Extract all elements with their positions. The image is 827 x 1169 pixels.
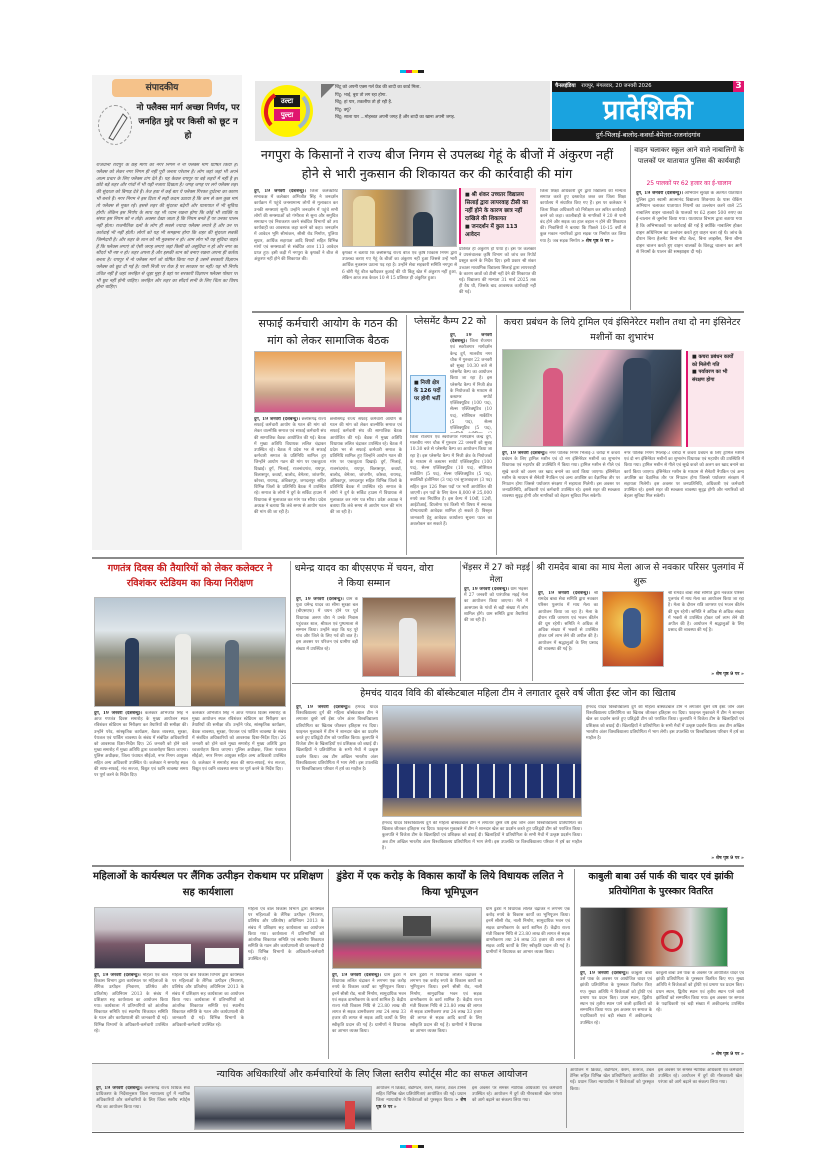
continued-link[interactable]: » शेष पृष्ठ 9 पर » [581, 238, 614, 244]
basketball-body-2: हेमचंद यादव विश्वविद्यालय दुर्ग की महिला बॉस्केटबाल टीम ने लगातार दूसरे वर्ष ईस्ट जोन अंतर विश्वविद्यालय प्रतियोगिता का खिताब जीतकर इतिहास रच दिया। फाइनल मुकाबले में टीम ने शानदार खेल का प्रदर्शन करते हुए प्रतिद्वंदी टीम को पराजित किया। कुलपति ने विजेता टीम के खिलाड़ियों एवं प्रशिक्षक को बधाई दी। खिलाड़ियों ने प्रतियोगिता के सभी मैचों में उत्कृष्ट प्रदर्शन किया। अब टीम अखिल भारतीय अंतर विश्वविद्यालय प्रतियोगिता में भाग लेगी। इस उपलब्धि पर विश्वविद्यालय परिवार में हर्ष का माहौल है। [382, 821, 582, 851]
byline: दुर्ग, 19 जनवरी (देशबन्धु)। [636, 191, 683, 196]
kabuli-photo [580, 907, 728, 967]
ramdev-photo [602, 591, 664, 667]
highlight-item: ■ श्री शंकर उच्चतर विद्यालय सिलाई द्वारा लापरवाह टीसी का नहीं होने के कारण छात्र नहीं दाखिले की शिकायत [465, 191, 532, 223]
joke-line: पिंटू: क्यूं? [335, 107, 351, 113]
safai-body-1 [254, 417, 326, 555]
republic-body-2: कलेक्टर अभिजीत सिंह ने आज गणतंत्र दिवस समारोह के मुख्य आयोजन स्थल रविशंकर स्टेडियम का निरीक्षण कर तैयारियों की समीक्षा की। उन्होंने परेड, सांस्कृतिक कार्यक्रम, बैठक व्यवस्था, सुरक्षा, पेयजल एवं पार्किंग व्यवस्था के संबंध में संबंधित अधिकारियों को आवश्यक दिशा-निर्देश दिए। 26 जनवरी को होने वाले मुख्य समारोह में मुख्य अतिथि द्वारा ध्वजारोहण किया जाएगा। पुलिस अधीक्षक, जिला पंचायत सीईओ, नगर निगम आयुक्त सहित अन्य अधिकारी उपस्थित थे। कलेक्टर ने समारोह स्थल की साफ-सफाई, मंच सज्जा, विद्युत एवं ध्वनि व्यवस्था समय पर पूर्ण करने के निर्देश दिए। [192, 711, 286, 772]
column-divider [460, 561, 461, 681]
byline: दुर्ग, 19 जनवरी (देशबन्धु)। [332, 973, 382, 978]
ulta-pulta-logo [261, 85, 313, 137]
byline: दुर्ग, 19 जनवरी (देशबन्धु)। [538, 591, 591, 596]
page-number: 3 [733, 81, 744, 92]
joke-text [335, 84, 545, 122]
byline: दुर्ग, 19 जनवरी (देशबन्धु)। [464, 587, 509, 592]
continued-link[interactable]: » शेष पृष्ठ 9 पर » [711, 672, 744, 677]
sports-headline: न्यायिक अधिकारियों और कर्मचारियों के लिए जिला स्तरीय स्पोर्ट्स मीट का सफल आयोजन [216, 1069, 528, 1080]
joke-line: चिंटू: हां यार, तकलीफ तो हो रही है. [335, 100, 393, 105]
lead-col-4 [540, 189, 626, 307]
bsf-body [296, 597, 358, 681]
byline: दुर्ग, 19 जनवरी (देशबन्धु)। [296, 597, 344, 602]
dundera-headline: डुंडेरा में एक करोड़ के विकास कार्यों के लिये विधायक ललित ने किया भूमिपूजन [336, 871, 564, 898]
kabuli-body-2: काबुली बाबा उर्स पाक के अवसर पर आयोजित चादर एवं झांकी प्रतियोगिता के पुरस्कार वितरित किए गए। मुख्य अतिथि ने विजेताओं को ट्रॉफी एवं प्रमाण पत्र प्रदान किए। प्रथम स्थान, द्वितीय स्थान एवं तृतीय स्थान पाने वाली झांकियों को सम्मानित किया गया। इस अवसर पर समाज के पदाधिकारी एवं बड़ी संख्या में अकीदतमंद उपस्थित रहे। [656, 971, 744, 1014]
safai-body-2: छत्तीसगढ़ राज्य सफाई कर्मचारी आयोग के गठन की मांग को लेकर वाल्मीकि समाज एवं सफाई कर्मचारी संघ की सामाजिक बैठक आयोजित की गई। बैठक में मुख्य अतिथि विधायक ललित चंद्राकर उपस्थित रहे। बैठक में प्रदेश भर से सफाई कर्मचारी समाज के प्रतिनिधि शामिल हुए जिन्होंने आयोग गठन की मांग पर एकजुटता दिखाई। दुर्ग, भिलाई, राजनांदगांव, रायपुर, बिलासपुर, कवर्धा, बालोद, बेमेतरा, जांजगीर, कोरबा, रायगढ़, अंबिकापुर, जगदलपुर सहित विभिन्न जिलों के प्रतिनिधि बैठक में उपस्थित रहे। समाज के लोगों ने दुर्ग के सर्किट हाउस में विधायक से मुलाकात कर मांग पत्र सौंपा। प्रदेश अध्यक्ष ने बताया कि लंबे समय से आयोग गठन की मांग की जा रही है। [330, 417, 402, 516]
highlight-item: ■ कचरा प्रबंधन कार्यों को मिलेगी गति [692, 354, 740, 369]
districts-bar: दुर्ग-भिलाई-बालोद-कवर्धा-बेमेतरा-राजनांदगांव [552, 129, 744, 141]
lead-col-3: प्रतिशत ही अंकुरण हो पाया है। इस पर कलेक्टर ने उपसंचालक कृषि विभाग को जांच कर रिपोर्ट प्रस्तुत करने के निर्देश दिए। इसी प्रकार श्री शंकर उच्चतर माध्यमिक विद्यालय सिलाई द्वारा लापरवाही के कारण छात्रों को टीसी नहीं देने की शिकायत की गई। विद्यालय की मान्यता 31 मार्च 2025 तक ही वैध थी, जिसके बाद आवश्यक कार्यवाही नहीं की गई। [459, 247, 536, 296]
byline: दुर्ग, 19 जनवरी (देशबन्धु)। [296, 705, 351, 710]
section-rule [92, 865, 744, 867]
lead-highlight-box [459, 188, 536, 244]
logo-top-text: उल्टा [274, 95, 300, 107]
women-body-2 [94, 973, 168, 1059]
section-rule [92, 557, 744, 559]
republic-headline: गणतंत्र दिवस की तैयारियों को लेकर कलेक्टर ने रविशंकर स्टेडियम का किया निरीक्षण [107, 563, 273, 589]
sports-body-3: इस अवसर पर समस्त न्यायिक अधिकारी एवं कर्मचारी उपस्थित रहे। आयोजन में दुर्ग की गौरवशाली खेल परंपरा को आगे बढ़ाने का संकल्प लिया गया। [472, 1086, 562, 1104]
basketball-headline: हेमचंद यादव विवि की बॉस्केटबाल महिला टीम ने लगातार दूसरे वर्ष जीता ईस्ट जोन का खिताब [360, 688, 676, 699]
byline: दुर्ग, 19 जनवरी (देशबन्धु)। [96, 1086, 143, 1091]
editorial-tab: संपादकीय [112, 79, 212, 97]
column-divider [406, 315, 407, 555]
dateline-bar [552, 81, 744, 92]
women-headline: महिलाओं के कार्यस्थल पर लैंगिक उत्पीड़न रोकथाम पर प्रशिक्षण सह कार्यशाला [92, 871, 323, 898]
kabuli-body-1 [580, 971, 652, 1059]
bsf-photo [362, 597, 456, 677]
continued-link[interactable]: » शेष पृष्ठ 9 पर » [376, 1098, 466, 1110]
waste-body-1 [502, 451, 620, 555]
section-rule [292, 683, 744, 684]
sports-body-2 [376, 1086, 466, 1130]
traffic-headline: वाहन चलाकर स्कूल आने वाले नाबालिगों के पालकों पर यातायात पुलिस की कार्यवाही [634, 146, 744, 165]
continued-link[interactable]: » शेष पृष्ठ 9 पर » [711, 856, 744, 861]
section-rule [252, 311, 744, 313]
sports-body-4: आयोजन में क्रिकेट, बैडमिंटन, कैरम, शतरंज, टेबल टेनिस सहित विभिन्न खेल प्रतियोगिताएं आयोजित की गईं। प्रधान जिला न्यायाधीश ने विजेताओं को पुरस्कृत किया। [570, 1068, 654, 1092]
lead-headline: नगपुरा के किसानों ने राज्य बीज निगम से उपलब्ध गेहूं के बीजों में अंकुरण नहीं होने से भारी नुकसान की शिकायत कर की कार्रवाही की मांग [260, 147, 614, 181]
basketball-text: हेमचंद यादव विश्वविद्यालय दुर्ग की महिला बॉस्केटबाल टीम ने लगातार दूसरे वर्ष ईस्ट जोन अंतर विश्वविद्यालय प्रतियोगिता का खिताब जीतकर इतिहास रच दिया। फाइनल मुकाबले में टीम ने शानदार खेल का प्रदर्शन करते हुए प्रतिद्वंदी टीम को पराजित किया। कुलपति ने विजेता टीम के खिलाड़ियों एवं प्रशिक्षक को बधाई दी। खिलाड़ियों ने प्रतियोगिता के सभी मैचों में उत्कृष्ट प्रदर्शन किया। अब टीम अखिल भारतीय अंतर विश्वविद्यालय प्रतियोगिता में भाग लेगी। इस उपलब्धि पर विश्वविद्यालय परिवार में हर्ष का माहौल है। [296, 705, 378, 773]
sports-section [92, 1063, 744, 1131]
masthead [552, 81, 744, 141]
lead-col-2: कृषकों ने बताया कि छत्तीसगढ़ राज्य बीज एवं कृषि विकास निगम द्वारा उपलब्ध कराए गए गेहूं के बीजों का अंकुरण नहीं हुआ जिससे उन्हें भारी आर्थिक नुकसान उठाना पड़ रहा है। उन्होंने सेवा सहकारी समिति नगपुरा से 6 बोरी गेहूं बीज खरीदकर बुआई की थी किंतु खेत में अंकुरण नहीं हुआ, लेकिन आज तक केवल 10 से 15 प्रतिशत ही अंकुरित हुआ। [342, 251, 457, 281]
waste-photo [502, 349, 682, 447]
column-divider [574, 869, 575, 1059]
kabuli-headline: काबुली बाबा उर्स पार्क की चादर एवं झांकी प्रतियोगिता के पुरस्कार वितरित [588, 871, 734, 897]
lead-photo [342, 189, 457, 247]
safai-text: छत्तीसगढ़ राज्य सफाई कर्मचारी आयोग के गठन की मांग को लेकर वाल्मीकि समाज एवं सफाई कर्मचारी संघ की सामाजिक बैठक आयोजित की गई। बैठक में मुख्य अतिथि विधायक ललित चंद्राकर उपस्थित रहे। बैठक में प्रदेश भर से सफाई कर्मचारी समाज के प्रतिनिधि शामिल हुए जिन्होंने आयोग गठन की मांग पर एकजुटता दिखाई। दुर्ग, भिलाई, राजनांदगांव, रायपुर, बिलासपुर, कवर्धा, बालोद, बेमेतरा, जांजगीर, कोरबा, रायगढ़, अंबिकापुर, जगदलपुर सहित विभिन्न जिलों के प्रतिनिधि बैठक में उपस्थित रहे। समाज के लोगों ने दुर्ग के सर्किट हाउस में विधायक से मुलाकात कर मांग पत्र सौंपा। प्रदेश अध्यक्ष ने बताया कि लंबे समय से आयोग गठन की मांग की जा रही है। [254, 417, 326, 516]
placement-callout: ■ निजी क्षेत्र के 126 पदों पर होगी भर्ती [410, 375, 446, 433]
byline: दुर्ग, 19 जनवरी (देशबन्धु)। [254, 189, 307, 194]
ramdev-text: श्री रामदेव बाबा सेवा समिति द्वारा नवकार परिसर पुलगांव में माघ मेला का आयोजन किया जा रहा है। मेला के दौरान रात्रि जागरण एवं भजन कीर्तन की धूम रहेगी। समिति ने अधिक से अधिक संख्या में भक्तों से उपस्थित होकर धर्म लाभ लेने की अपील की है। आयोजन में श्रद्धालुओं के लिए प्रसाद की व्यवस्था की गई है। [538, 591, 598, 652]
lead-col4-text: जिला शिक्षा अधिकारी दुर्ग द्वारा विद्यालय की मान्यता समाप्त करते हुए दस्तावेज़ जब्त कर जिला शिक्षा कार्यालय में संधारित किए गए हैं। इस पर कलेक्टर ने जिला शिक्षा अधिकारी को निरीक्षण कर त्वरित कार्यवाही करने को कहा। कालीबाड़ी के नागरिकों ने 20 से पानी बंद होने और सड़क का हाल बहाल न होने की शिकायत की। निवासियों ने बताया कि पिछले 10-15 वर्षों से कुछ मकान नागरिकों द्वारा सड़क पर निर्माण कर लिया गया है। जब सड़क निर्माण [540, 189, 626, 244]
byline: दुर्ग, 19 जनवरी (देशबन्धु)। [94, 973, 141, 978]
dundera-body-3: ग्राम डुंडेरा में विधायक ललित चंद्राकर ने लगभग एक करोड़ रुपये के विकास कार्यों का भूमिपूजन किया। इनमें सीसी रोड, नाली निर्माण, सामुदायिक भवन एवं सड़क डामरीकरण के कार्य शामिल हैं। केंद्रीय राज्य मंत्री विकास निधि से 23.80 लाख की लागत से सड़क डामरीकरण तथा 24 लाख 33 हजार की लागत से सड़क आदि कार्यों के लिए स्वीकृति प्रदान की गई है। ग्रामीणों ने विधायक का आभार व्यक्त किया। [410, 973, 482, 1034]
traffic-body [636, 191, 742, 309]
dateline: रायपुर, मंगलवार, 20 जनवरी 2026 [581, 83, 652, 89]
mela-body [464, 587, 528, 681]
safai-photo [254, 351, 402, 413]
continued-link[interactable]: » शेष पृष्ठ 9 पर » [711, 1052, 744, 1057]
byline: दुर्ग, 19 जनवरी (देशबन्धु)। [254, 417, 300, 422]
waste-headline: कचरा प्रबंधन के लिये ट्रामिल एवं इंसिनेरेटर मशीन तथा दो नग इंसिनेटर मशीनों का शुभारंभ [503, 317, 741, 343]
byline: दुर्ग, 19 जनवरी (देशबन्धु)। [450, 333, 492, 345]
ramdev-headline: श्री रामदेव बाबा का माघ मेला आज से नवकार परिसर पुलगांव में शुरू [536, 563, 744, 587]
waste-body-2: नगर पालिक निगम भिलाई-3 चरोदा में कचरा प्रबंधन के लिए ट्रामिल मशीन एवं दो नग इंसिनेरेटर मशीनों का शुभारंभ विधायक एवं महापौर की उपस्थिति में किया गया। ट्रामिल मशीन से गीले एवं सूखे कचरे को अलग कर खाद बनाने का कार्य किया जाएगा। इंसिनेरेटर मशीन के माध्यम से सैनेटरी नैपकिन एवं अन्य अपशिष्ट का वैज्ञानिक तौर पर निपटान होगा जिससे पर्यावरण संरक्षण में सहायता मिलेगी। इस अवसर पर जनप्रतिनिधि, अधिकारी एवं कर्मचारी उपस्थित रहे। इससे शहर की स्वच्छता व्यवस्था सुदृढ़ होगी और नागरिकों को बेहतर सुविधा मिल सकेगी। [624, 451, 744, 500]
column-divider [566, 1068, 567, 1128]
column-divider [328, 869, 329, 1059]
women-body-3: महिला एवं बाल विकास विभाग द्वारा कार्यस्थल पर महिलाओं के लैंगिक उत्पीड़न (निवारण, प्रतिषेध और प्रतितोष) अधिनियम 2013 के संबंध में प्रशिक्षण सह कार्यशाला का आयोजन किया गया। कार्यशाला में प्रतिभागियों को आंतरिक शिकायत समिति एवं स्थानीय शिकायत समिति के गठन और कार्यप्रणाली की जानकारी दी गई। विभिन्न विभागों के अधिकारी-कर्मचारी उपस्थित रहे। [172, 973, 244, 1028]
joke-line: पिंटू: भाई, बुरा तो लग रहा होगा. [335, 92, 387, 98]
basketball-body-3: हेमचंद यादव विश्वविद्यालय दुर्ग की महिला बॉस्केटबाल टीम ने लगातार दूसरे वर्ष ईस्ट जोन अंतर विश्वविद्यालय प्रतियोगिता का खिताब जीतकर इतिहास रच दिया। फाइनल मुकाबले में टीम ने शानदार खेल का प्रदर्शन करते हुए प्रतिद्वंदी टीम को पराजित किया। कुलपति ने विजेता टीम के खिलाड़ियों एवं प्रशिक्षक को बधाई दी। खिलाड़ियों ने प्रतियोगिता के सभी मैचों में उत्कृष्ट प्रदर्शन किया। अब टीम अखिल भारतीय अंतर विश्वविद्यालय प्रतियोगिता में भाग लेगी। इस उपलब्धि पर विश्वविद्यालय परिवार में हर्ष का माहौल है। [586, 705, 744, 742]
ramdev-body-1 [538, 591, 598, 681]
ramdev-body-2: श्री रामदेव बाबा सेवा समिति द्वारा नवकार परिसर पुलगांव में माघ मेला का आयोजन किया जा रहा है। मेला के दौरान रात्रि जागरण एवं भजन कीर्तन की धूम रहेगी। समिति ने अधिक से अधिक संख्या में भक्तों से उपस्थित होकर धर्म लाभ लेने की अपील की है। आयोजन में श्रद्धालुओं के लिए प्रसाद की व्यवस्था की गई है। [668, 591, 744, 634]
placement-headline: प्लेसमेंट कैम्प 22 को [413, 316, 487, 327]
republic-text: कलेक्टर अभिजीत सिंह ने आज गणतंत्र दिवस समारोह के मुख्य आयोजन स्थल रविशंकर स्टेडियम का निरीक्षण कर तैयारियों की समीक्षा की। उन्होंने परेड, सांस्कृतिक कार्यक्रम, बैठक व्यवस्था, सुरक्षा, पेयजल एवं पार्किंग व्यवस्था के संबंध में संबंधित अधिकारियों को आवश्यक दिशा-निर्देश दिए। 26 जनवरी को होने वाले मुख्य समारोह में मुख्य अतिथि द्वारा ध्वजारोहण किया जाएगा। पुलिस अधीक्षक, जिला पंचायत सीईओ, नगर निगम आयुक्त सहित अन्य अधिकारी उपस्थित थे। कलेक्टर ने समारोह स्थल की साफ-सफाई, मंच सज्जा, विद्युत एवं ध्वनि व्यवस्था समय पर पूर्ण करने के निर्देश दिए। [94, 711, 188, 779]
ulta-pulta-corner [321, 84, 335, 98]
placement-body [450, 333, 492, 433]
column-divider [496, 315, 497, 555]
editorial-headline: नो फ्लैक्स मार्ग अच्छा निर्णय, पर जनहित मुद्दे पर किसी को छूट न हो [136, 103, 240, 141]
sports-body-5: इस अवसर पर समस्त न्यायिक अधिकारी एवं कर्मचारी उपस्थित रहे। आयोजन में दुर्ग की गौरवशाली खेल परंपरा को आगे बढ़ाने का संकल्प लिया गया। [658, 1068, 742, 1086]
ulta-pulta-box [255, 81, 550, 141]
placement-text: जिला रोजगार एवं स्वरोजगार मार्गदर्शन केन्द्र दुर्ग, मालवीय नगर चौक में गुरुवार 22 जनवरी को सुबह 10.30 बजे से प्लेसमेंट कैम्प का आयोजन किया जा रहा है। इस प्लेसमेंट कैम्प में निजी क्षेत्र के नियोजकों के माध्यम से कस्टमर सपोर्ट एक्जिक्यूटिव (100 पद), सेल्स एक्जिक्यूटिव (10 पद), सोशियल मार्केटिंग (5 पद), सेल्स एक्जिक्यूटिव (5 पद), [450, 339, 492, 432]
traffic-subhead: 25 पालकों पर 62 हजार का ई-चालान [646, 180, 732, 187]
newspaper-page [92, 75, 744, 1110]
dundera-text: ग्राम डुंडेरा में विधायक ललित चंद्राकर ने लगभग एक करोड़ रुपये के विकास कार्यों का भूमिपूजन किया। इनमें सीसी रोड, नाली निर्माण, सामुदायिक भवन एवं सड़क डामरीकरण के कार्य शामिल हैं। केंद्रीय राज्य मंत्री विकास निधि से 23.80 लाख की लागत से सड़क डामरीकरण तथा 24 लाख 33 हजार की लागत से सड़क आदि कार्यों के लिए स्वीकृति प्रदान की गई है। ग्रामीणों ने विधायक का आभार व्यक्त किया। [332, 973, 406, 1034]
basketball-photo [382, 705, 582, 817]
joke-line: चिंटू को अपनी एक्स गर्ल फ्रेंड की शादी का कार्ड मिला. [335, 85, 421, 90]
bsf-headline: धमेन्द्र यादव का बीएसएफ में चयन, वोरा ने किया सम्मान [294, 563, 434, 589]
sports-text-2: आयोजन में क्रिकेट, बैडमिंटन, कैरम, शतरंज, टेबल टेनिस सहित विभिन्न खेल प्रतियोगिताएं आयोजित की गईं। प्रधान जिला न्यायाधीश ने विजेताओं को पुरस्कृत किया। [376, 1086, 466, 1104]
highlight-item: ■ जनदर्शन में कुल 113 आवेदन [465, 223, 532, 239]
pen-nib-icon [98, 105, 132, 145]
mela-headline: भेंड़सर में 27 को मड़ई मेला [462, 562, 530, 584]
women-photo [94, 907, 244, 969]
column-divider [630, 145, 631, 310]
column-divider [290, 561, 291, 861]
logo-bottom-text: पुल्टा [274, 109, 300, 121]
editorial-column [92, 75, 242, 550]
editorial-body: राजधानी रायपुर के छह मार्गों को नगर निगम ने नो फ्लैक्स मार्ग घोषित किया है। फ्लैक्स को लेकर नगर निगम ही नहीं पूरी जनता परेशान है। लोग जहां जहां भी अपने आत्म प्रचार के लिए फ्लैक्स टांग देते हैं। यह केवल रायपुर या बड़े शहरों में नहीं है हर छोटे बड़े शहर और गांवों में भी यही नजारा दिखता है। जगह जगह पर लगे फ्लैक्स शहर की सुंदरता को बिगाड़ देते हैं। तेज हवा में कई बार ये फ्लैक्स गिरकर दुर्घटना का कारण भी बनते हैं। नगर निगम ने इस दिशा में सही कदम उठाया है कि कम से कम कुछ मार्ग तो फ्लैक्स से मुक्त रहें। इससे शहर की सुंदरता बढ़ेगी और यातायात में भी सुविधा होगी। लेकिन इस निर्णय के साथ यह भी ध्यान रखना होगा कि कोई भी व्यक्ति या संस्था इस नियम को न तोड़े। अक्सर देखा जाता है कि नियम बनते हैं पर उनका पालन नहीं होता। राजनीतिक दलों के लोग ही सबसे ज्यादा फ्लैक्स लगाते हैं और उन पर कार्रवाई भी नहीं होती। लोगों को यह भी समझना होगा कि शहर की सुंदरता सबकी जिम्मेदारी है। और शहर के शान को भी नुकसान न हो। आम लोग भी यह सुविधा चाहते हैं कि फ्लैक्स लगाएं तो ऐसी जगह लगाएं जहां किसी को असुविधा न हो और नगर का सौंदर्य भी नष्ट न हो। शहर अपना है और इसकी शान को बनाए रखना अपना ही कर्तव्य बनता है। रायपुर में नो फ्लैक्स मार्ग जो घोषित किया गया है उसमें सरकारी विज्ञापन फ्लैक्स को छूट दी गई है। यानी निजी पर रोक है पर सरकार पर नहीं। यह भी निर्णय उचित नहीं है जहां जनहित से जुड़ा मुद्दा है वहां पर सरकारी विज्ञापन फ्लैक्स पोस्टर पर भी छूट नहीं होनी चाहिए। जनहित और शहर का सौंदर्य सभी के लिए चिंता का विषय होना चाहिए। [96, 163, 238, 291]
republic-photo [94, 597, 286, 707]
section-rule [92, 1132, 744, 1133]
dundera-photo [332, 907, 482, 969]
circular-arrows-icon [261, 85, 313, 137]
waste-highlight-box [686, 351, 744, 447]
column-divider [532, 561, 533, 681]
mela-text: ग्राम भेंड़सर में 27 जनवरी को पारंपरिक मड़ई मेला का आयोजन किया जाएगा। मेले में आसपास के गांवों से बड़ी संख्या में लोग शामिल होंगे। ग्राम समिति द्वारा तैयारियां की जा रही हैं। [464, 587, 528, 624]
lead-col1-text: जिला कलेक्टोरेट सभाकक्ष में कलेक्टर अभिजीत सिंह ने जनदर्शन कार्यक्रम में पहुंचे जनसामान्य लोगों से मुलाकात कर उनकी समस्याएं सुनीं। उन्होंने जनदर्शन में पहुंचे सभी लोगों की समस्याओं को गंभीरता से सुना और समुचित समाधान एवं निराकरण करने संबंधित विभागों को तय कार्यवाही का आवश्यक कहा करने को कहा। जनदर्शन में आवेदन भूमि सीमांकन, सीसी रोड निर्माण, पुलिया सुधार, आर्थिक सहायता आदि विषयों सहित विभिन्न मांगों एवं समस्याओं से संबंधित आज 113 आवेदन प्राप्त हुए। इसी कड़ी में नगपुरा के कृषकों ने बीज से अंकुरण नहीं होने की शिकायत की। [254, 189, 338, 263]
women-body-1: महिला एवं बाल विकास विभाग द्वारा कार्यस्थल पर महिलाओं के लैंगिक उत्पीड़न (निवारण, प्रतिषेध और प्रतितोष) अधिनियम 2013 के संबंध में प्रशिक्षण सह कार्यशाला का आयोजन किया गया। कार्यशाला में प्रतिभागियों को आंतरिक शिकायत समिति एवं स्थानीय शिकायत समिति के गठन और कार्यप्रणाली की जानकारी दी गई। विभिन्न विभागों के अधिकारी-कर्मचारी उपस्थित रहे। [248, 907, 324, 962]
section-title: प्रादेशिकी [552, 92, 744, 129]
dundera-body-2 [332, 973, 406, 1059]
sports-photo [194, 1086, 372, 1130]
joke-line: चिंटू: साला यार ...मोहब्बत अपनी जगह है और शादी का खाना अपनी जगह. [335, 115, 456, 120]
paper-name: चैनलइंडिया [555, 83, 576, 89]
traffic-text: अभियान सुरक्षा के अंतर्गत यातायात पुलिस द्वारा स्वामी आत्मानंद विद्यालय शिवनाथ के पास चेकिंग अभियान चलाकर यातायात नियमों का उल्लंघन करने वाले 25 नाबालिग वाहन चालकों के पालकों पर 62 हजार 500 रुपए का ई-चालान से जुर्माना किया गया। यातायात विभाग द्वारा बताया गया है कि अभिभावकों पर कार्रवाई की गई है क्योंकि नाबालिग होकर वाहन अधिनियम का उल्लंघन करते हुए वाहन चला रहे थे। जांच के दौरान बिना हेलमेट बिना सीट बेल्ट, बिना लाइसेंस, बिना बीमा वाहन चालन करते हुए वाहन चालकों के विरुद्ध चालान कर आगे से नियमों के पालन की समझाइश दी गई। [636, 191, 742, 256]
dundera-body-1: ग्राम डुंडेरा में विधायक ललित चंद्राकर ने लगभग एक करोड़ रुपये के विकास कार्यों का भूमिपूजन किया। इनमें सीसी रोड, नाली निर्माण, सामुदायिक भवन एवं सड़क डामरीकरण के कार्य शामिल हैं। केंद्रीय राज्य मंत्री विकास निधि से 23.80 लाख की लागत से सड़क डामरीकरण तथा 24 लाख 33 हजार की लागत से सड़क आदि कार्यों के लिए स्वीकृति प्रदान की गई है। ग्रामीणों ने विधायक का आभार व्यक्त किया। [486, 907, 570, 956]
cmyk-color-bar [400, 1145, 424, 1148]
cmyk-top-bar [400, 70, 424, 73]
women-text: महिला एवं बाल विकास विभाग द्वारा कार्यस्थल पर महिलाओं के लैंगिक उत्पीड़न (निवारण, प्रतिषेध और प्रतितोष) अधिनियम 2013 के संबंध में प्रशिक्षण सह कार्यशाला का आयोजन किया गया। कार्यशाला में प्रतिभागियों को आंतरिक शिकायत समिति एवं स्थानीय शिकायत समिति के गठन और कार्यप्रणाली की जानकारी दी गई। विभिन्न विभागों के अधिकारी-कर्मचारी उपस्थित रहे। [94, 973, 168, 1034]
waste-text: नगर पालिक निगम भिलाई-3 चरोदा में कचरा प्रबंधन के लिए ट्रामिल मशीन एवं दो नग इंसिनेरेटर मशीनों का शुभारंभ विधायक एवं महापौर की उपस्थिति में किया गया। ट्रामिल मशीन से गीले एवं सूखे कचरे को अलग कर खाद बनाने का कार्य किया जाएगा। इंसिनेरेटर मशीन के माध्यम से सैनेटरी नैपकिन एवं अन्य अपशिष्ट का वैज्ञानिक तौर पर निपटान होगा जिससे पर्यावरण संरक्षण में सहायता मिलेगी। इस अवसर पर जनप्रतिनिधि, अधिकारी एवं कर्मचारी उपस्थित रहे। इससे शहर की स्वच्छता व्यवस्था सुदृढ़ होगी और नागरिकों को बेहतर सुविधा मिल सकेगी। [502, 451, 620, 500]
byline: दुर्ग, 19 जनवरी (देशबन्धु)। [502, 451, 548, 456]
byline: दुर्ग, 19 जनवरी (देशबन्धु)। [94, 711, 143, 716]
safai-headline: सफाई कर्मचारी आयोग के गठन की मांग को लेकर सामाजिक बैठक [258, 317, 398, 347]
lead-col-1 [254, 189, 338, 307]
highlight-item: ■ पर्यावरण का भी संरक्षण होगा [692, 369, 740, 384]
placement-body-2: जिला रोजगार एवं स्वरोजगार मार्गदर्शन केन्द्र दुर्ग, मालवीय नगर चौक में गुरुवार 22 जनवरी को सुबह 10.30 बजे से प्लेसमेंट कैम्प का आयोजन किया जा रहा है। इस प्लेसमेंट कैम्प में निजी क्षेत्र के नियोजकों के माध्यम से कस्टमर सपोर्ट एक्जिक्यूटिव (100 पद), सेल्स एक्जिक्यूटिव (10 पद), सोशियल मार्केटिंग (5 पद), सेल्स एक्जिक्यूटिव (5 पद), क्वालिटी इंजीनियर (3 पद) एवं सुपरवाइजर (3 पद) सहित कुल 126 रिक्त पदों पर भर्ती आयोजित की जाएगी। इन पदों के लिए वेतन 8,000 से 25,000 रुपये तक निर्धारित है। इस कैम्प में 10वीं, 12वीं, आईटीआई, डिप्लोमा एवं किसी भी विषय में स्नातक योग्यताधारी आवेदक शामिल हो सकते हैं। विस्तृत जानकारी हेतु आवेदक कार्यालय सूचना पटल का अवलोकन कर सकते हैं। [410, 435, 492, 527]
kabuli-text: काबुली बाबा उर्स पाक के अवसर पर आयोजित चादर एवं झांकी प्रतियोगिता के पुरस्कार वितरित किए गए। मुख्य अतिथि ने विजेताओं को ट्रॉफी एवं प्रमाण पत्र प्रदान किए। प्रथम स्थान, द्वितीय स्थान एवं तृतीय स्थान पाने वाली झांकियों को सम्मानित किया गया। इस अवसर पर समाज के पदाधिकारी एवं बड़ी संख्या में अकीदतमंद उपस्थित रहे। [580, 971, 652, 1026]
sports-body-1 [96, 1086, 190, 1130]
bsf-text: ग्राम के युवा धमेन्द्र यादव का सीमा सुरक्षा बल (बीएसएफ) में चयन होने पर पूर्व विधायक अरुण वोरा ने उनके निवास पहुंचकर शाल, श्रीफल एवं पुष्पमाला से सम्मान किया। उन्होंने कहा कि यह पूरे गांव और जिले के लिए गर्व की बात है। इस अवसर पर परिजन एवं ग्रामीण बड़ी संख्या में उपस्थित रहे। [296, 597, 358, 652]
sports-text: छत्तीसगढ़ राज्य विधिक सेवा प्राधिकरण के निर्देशानुसार जिला न्यायालय दुर्ग में न्यायिक अधिकारियों और कर्मचारियों के लिए जिला स्तरीय स्पोर्ट्स मीट का आयोजन किया गया। [96, 1086, 190, 1110]
republic-body-1 [94, 711, 188, 861]
byline: दुर्ग, 19 जनवरी (देशबन्धु)। [580, 971, 629, 976]
basketball-body-1 [296, 705, 378, 861]
